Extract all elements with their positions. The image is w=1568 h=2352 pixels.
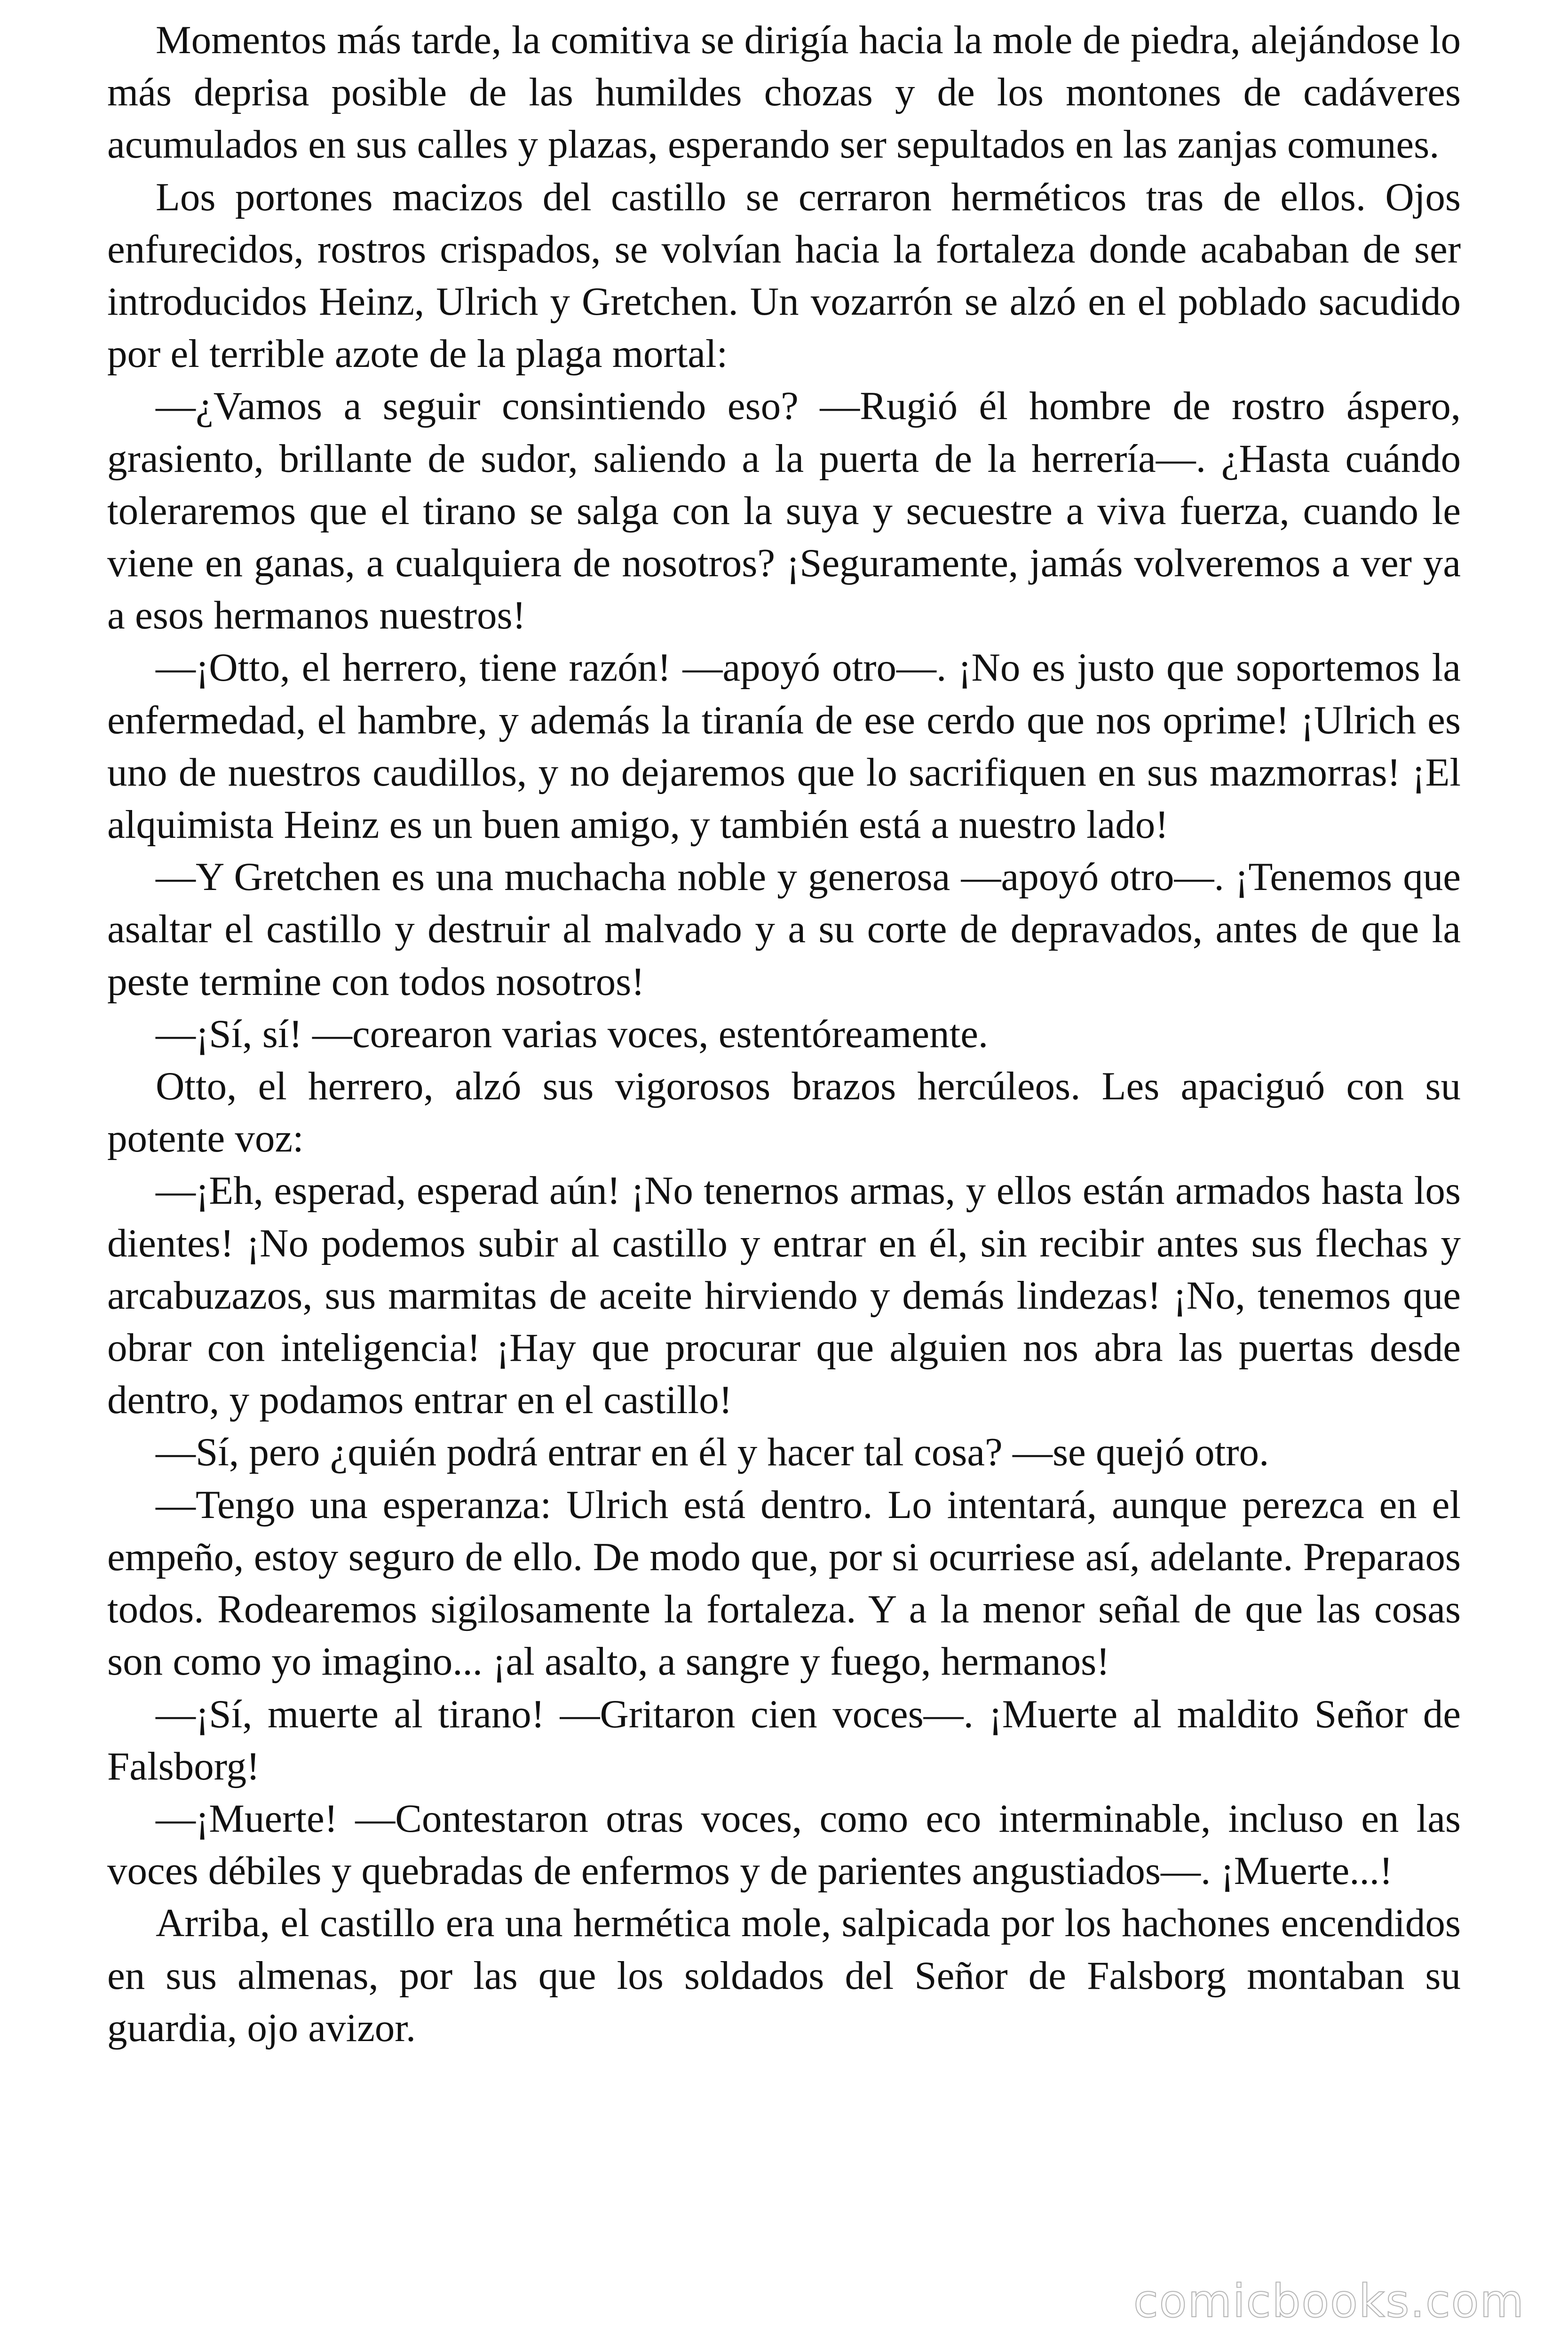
paragraph: Los portones macizos del castillo se cerraron herméticos tras de ellos. Ojos enfurecidos, rostros crispados, se volvían hacia la fortaleza donde acababan de ser introducidos Heinz, Ulrich y Gretchen. Un vozarrón se alzó en el poblado sacudido por el terrible azote de la plaga mortal:	[107, 175, 1461, 376]
paragraph: —¿Vamos a seguir consintiendo eso? —Rugió él hombre de rostro áspero, grasiento, brillante de sudor, saliendo a la puerta de la herrería—. ¿Hasta cuándo toleraremos que el tirano se salga con la suya y secuestre a viva fuerza, cuando le viene en ganas, a cualquiera de nosotros? ¡Seguramente, jamás volveremos a ver ya a esos hermanos nuestros!	[107, 384, 1461, 638]
watermark: comicbooks.com	[1133, 2275, 1525, 2328]
paragraph: Otto, el herrero, alzó sus vigorosos brazos hercúleos. Les apaciguó con su potente voz:	[107, 1064, 1461, 1161]
paragraph: Arriba, el castillo era una hermética mole, salpicada por los hachones encendidos en sus almenas, por las que los soldados del Señor de Falsborg montaban su guardia, ojo avizor.	[107, 1901, 1461, 2050]
paragraph: —¡Otto, el herrero, tiene razón! —apoyó otro—. ¡No es justo que soportemos la enfermedad, el hambre, y además la tiranía de ese cerdo que nos oprime! ¡Ulrich es uno de nuestros caudillos, y no dejaremos que lo sacrifiquen en sus mazmorras! ¡El alquimista Heinz es un buen amigo, y también está a nuestro lado!	[107, 645, 1461, 847]
paragraph: —¡Sí, muerte al tirano! —Gritaron cien voces—. ¡Muerte al maldito Señor de Falsborg!	[107, 1692, 1461, 1788]
paragraph: —Tengo una esperanza: Ulrich está dentro. Lo intentará, aunque perezca en el empeño, estoy seguro de ello. De modo que, por si ocurriese así, adelante. Preparaos todos. Rodearemos sigilosamente la fortaleza. Y a la menor señal de que las cosas son como yo imagino... ¡al asalto, a sangre y fuego, hermanos!	[107, 1482, 1461, 1684]
paragraph: —¡Sí, sí! —corearon varias voces, estentóreamente.	[156, 1011, 989, 1056]
paragraph: —¡Eh, esperad, esperad aún! ¡No tenernos armas, y ellos están armados hasta los dientes! ¡No podemos subir al castillo y entrar en él, sin recibir antes sus flechas y arcabuzazos, sus marmitas de aceite hirviendo y demás lindezas! ¡No, tenemos que obrar con inteligencia! ¡Hay que procurar que alguien nos abra las puertas desde dentro, y podamos entrar en el castillo!	[107, 1168, 1461, 1422]
paragraph: —Sí, pero ¿quién podrá entrar en él y hacer tal cosa? —se quejó otro.	[156, 1430, 1269, 1475]
paragraph: —Y Gretchen es una muchacha noble y generosa —apoyó otro—. ¡Tenemos que asaltar el castillo y destruir al malvado y a su corte de depravados, antes de que la peste termine con todos nosotros!	[107, 855, 1461, 1004]
page-body	[107, 14, 1461, 2054]
paragraph: Momentos más tarde, la comitiva se dirigía hacia la mole de piedra, alejándose lo más deprisa posible de las humildes chozas y de los montones de cadáveres acumulados en sus calles y plazas, esperando ser sepultados en las zanjas comunes.	[107, 18, 1461, 167]
paragraph: —¡Muerte! —Contestaron otras voces, como eco interminable, incluso en las voces débiles y quebradas de enfermos y de parientes angustiados—. ¡Muerte...!	[107, 1796, 1461, 1893]
